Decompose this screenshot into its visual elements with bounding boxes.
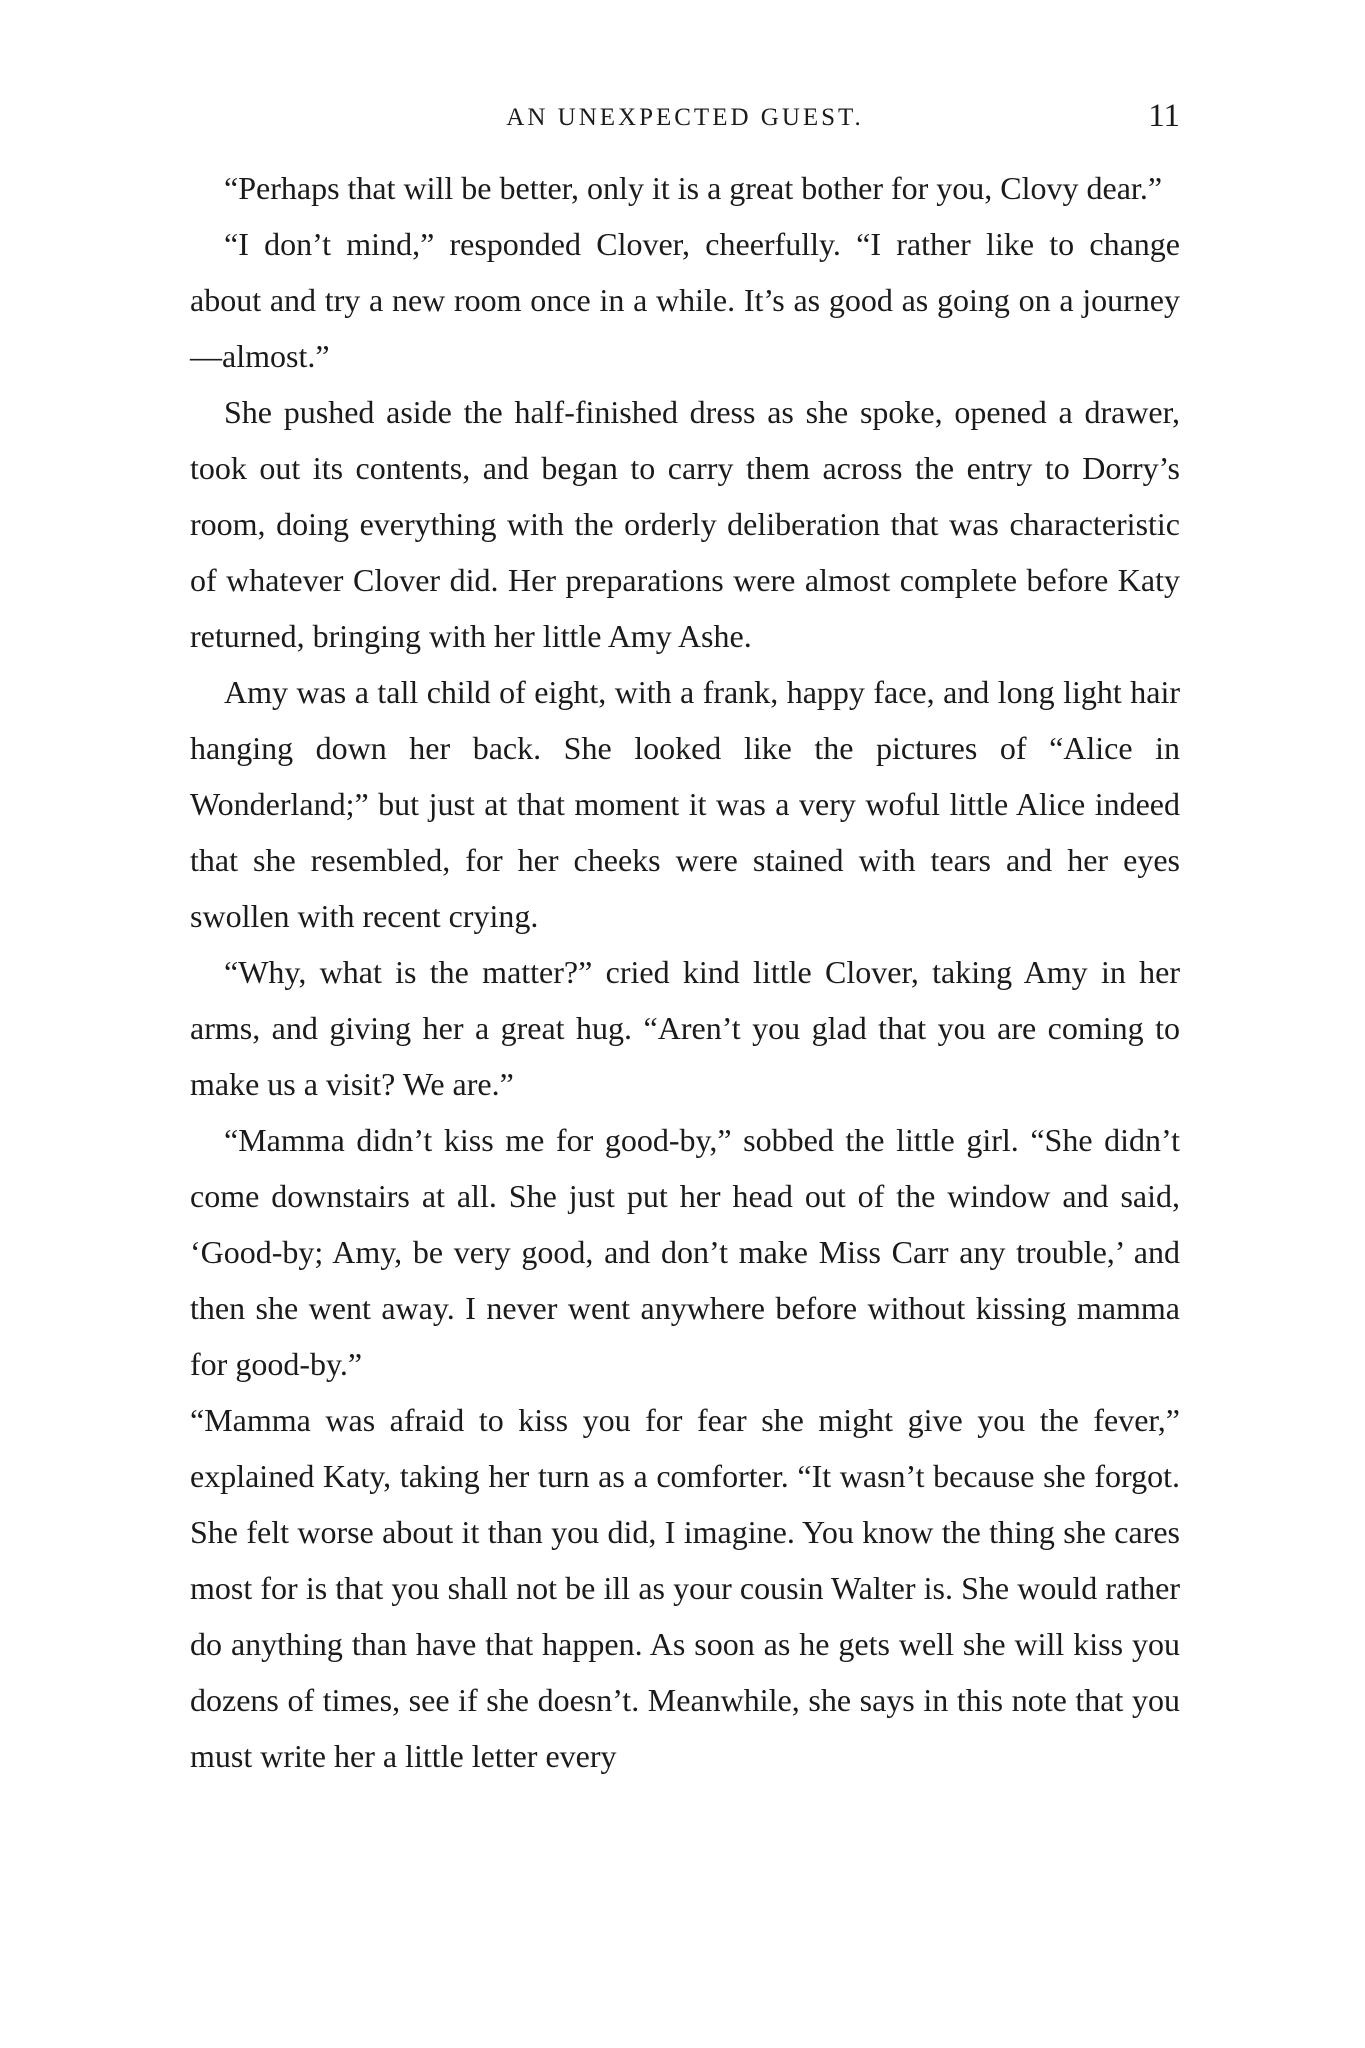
paragraph: “Perhaps that will be better, only it is a great bother for you, Clovy dear.” <box>224 170 1163 206</box>
running-head <box>190 98 1180 142</box>
paragraph: Amy was a tall child of eight, with a frank, happy face, and long light hair hanging down her back. She looked like the pictures of “Alice in Wonderland;” but just at that moment it was a very woful little Alice indeed that she resembled, for her cheeks were stained with tears and her eyes swollen with recent crying. <box>190 674 1180 934</box>
running-title: AN UNEXPECTED GUEST. <box>506 104 864 131</box>
page-number: 11 <box>1148 98 1180 134</box>
paragraph: She pushed aside the half-finished dress as she spoke, opened a drawer, took out its contents, and began to carry them across the entry to Dorry’s room, doing everything with the orderly deliberation that was characteristic of whatever Clover did. Her preparations were almost complete before Katy returned, bringing with her little Amy Ashe. <box>190 394 1180 654</box>
paragraph: “I don’t mind,” responded Clover, cheerfully. “I rather like to change about and try a new room once in a while. It’s as good as going on a journey—almost.” <box>190 226 1180 374</box>
body-text <box>190 160 1180 1784</box>
paragraph: “Why, what is the matter?” cried kind little Clover, taking Amy in her arms, and giving her a great hug. “Aren’t you glad that you are coming to make us a visit? We are.” <box>190 954 1180 1102</box>
paragraph: “Mamma didn’t kiss me for good-by,” sobbed the little girl. “She didn’t come downstairs at all. She just put her head out of the window and said, ‘Good-by; Amy, be very good, and don’t make Miss Carr any trouble,’ and then she went away. I never went anywhere before without kissing mamma for good-by.” <box>190 1122 1180 1382</box>
paragraph: “Mamma was afraid to kiss you for fear she might give you the fever,” explained Katy, taking her turn as a comforter. “It wasn’t because she forgot. She felt worse about it than you did, I imagine. You know the thing she cares most for is that you shall not be ill as your cousin Walter is. She would rather do anything than have that happen. As soon as he gets well she will kiss you dozens of times, see if she doesn’t. Meanwhile, she says in this note that you must write her a little letter every <box>190 1402 1180 1774</box>
